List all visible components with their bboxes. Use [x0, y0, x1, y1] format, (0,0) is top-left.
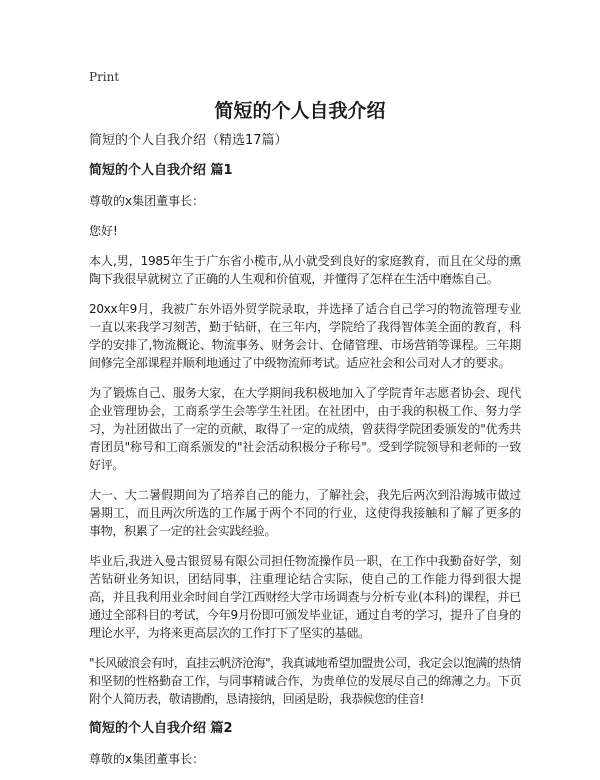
- section-heading-2: 简短的个人自我介绍 篇2: [89, 721, 233, 736]
- paragraph-summer-work: 大一、大二暑假期间为了培养自己的能力，了解社会，我先后两次到沿海城市做过暑期工，而且两次所选的工作属于两个不同的行业，这使得我接触和了解了更多的事物，积累了一定的社会实践经验。: [89, 488, 521, 538]
- document-body: [89, 132, 521, 780]
- document-title: 简短的个人自我介绍: [214, 100, 386, 122]
- salutation-2: 尊敬的x集团董事长：: [89, 752, 205, 766]
- paragraph-intro: 本人,男，1985年生于广东省小榄市,从小就受到良好的家庭教育，而且在父母的熏陶下我很早就树立了正确的人生观和价值观，并懂得了怎样在生活中磨炼自己。: [89, 254, 521, 286]
- paragraph-closing: "长风破浪会有时，直挂云帆济沧海"，我真诚地希望加盟贵公司，我定会以饱满的热情和坚韧的性格勤奋工作，与同事精诚合作，为贵单位的发展尽自己的绵薄之力。下页附个人简历表，敬请勘酌，恳请接纳，回函是盼，我恭候您的佳音!: [89, 656, 521, 706]
- greeting: 您好!: [89, 224, 118, 238]
- document-subtitle: 简短的个人自我介绍（精选17篇）: [89, 133, 288, 148]
- salutation-1: 尊敬的x集团董事长：: [89, 194, 205, 208]
- paragraph-activities: 为了锻炼自己、服务大家，在大学期间我积极地加入了学院青年志愿者协会、现代企业管理协会，工商系学生会等学生社团。在社团中，由于我的积极工作、努力学习，为社团做出了一定的贡献，取得了一定的成绩，曾获得学院团委颁发的"优秀共青团员"称号和工商系颁发的"社会活动积极分子称号"。受到学院领导和老师的一致好评。: [89, 386, 521, 472]
- paragraph-education: 20xx年9月，我被广东外语外贸学院录取，并选择了适合自己学习的物流管理专业一直以来我学习刻苦，勤于钻研，在三年内，学院给了我得智体美全面的教育，科学的安排了,物流概论、物流事务、财务会计、仓储管理、市场营销等课程。三年期间修完全部课程并顺利地通过了中级物流师考试。适应社会和公司对人才的要求。: [89, 302, 521, 370]
- paragraph-career: 毕业后,我进入曼古银贸易有限公司担任物流操作员一职，在工作中我勤奋好学，刻苦钻研业务知识，团结同事，注重理论结合实际，使自己的工作能力得到很大提高，并且我利用业余时间自学江西财经大学市场调查与分析专业(本科)的课程，并已通过全部科目的考试，今年9月份即可颁发毕业证，通过自考的学习，提升了自身的理论水平，为将来更高层次的工作打下了坚实的基础。: [89, 554, 521, 640]
- section-heading-1: 简短的个人自我介绍 篇1: [89, 163, 233, 178]
- print-link[interactable]: Print: [89, 70, 120, 84]
